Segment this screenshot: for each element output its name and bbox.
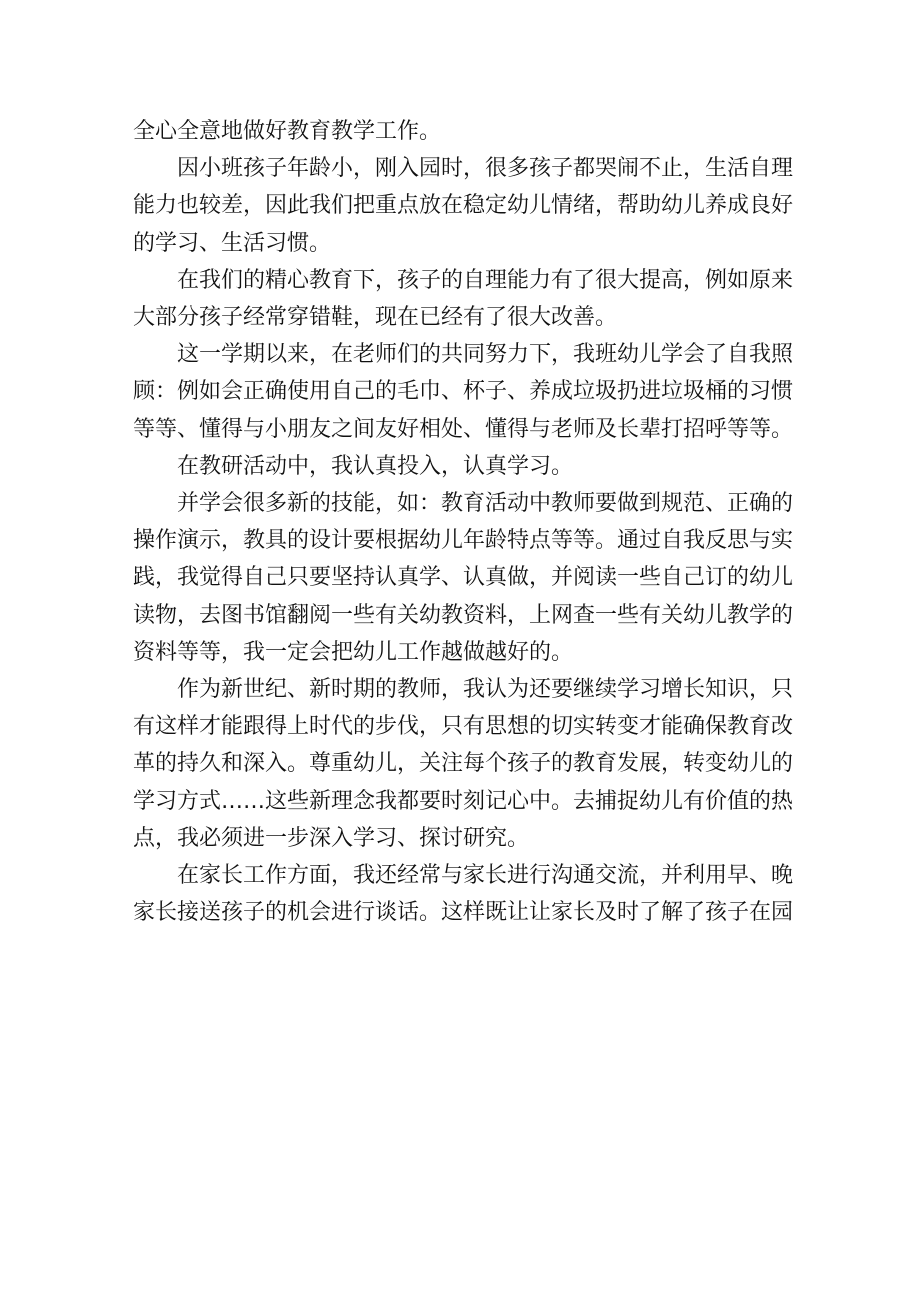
paragraph-3: 在我们的精心教育下，孩子的自理能力有了很大提高，例如原来大部分孩子经常穿错鞋，现在已经有了很大改善。 (133, 267, 794, 331)
paragraph-2: 因小班孩子年龄小，刚入园时，很多孩子都哭闹不止，生活自理能力也较差，因此我们把重点放在稳定幼儿情绪，帮助幼儿养成良好的学习、生活习惯。 (133, 156, 794, 256)
paragraph-6: 并学会很多新的技能，如：教育活动中教师要做到规范、正确的操作演示，教具的设计要根据幼儿年龄特点等等。通过自我反思与实践，我觉得自己只要坚持认真学、认真做，并阅读一些自己订的幼儿读物，去图书馆翻阅一些有关幼教资料，上网查一些有关幼儿教学的资料等等，我一定会把幼儿工作越做越好的。 (133, 491, 794, 665)
document-body (133, 113, 793, 931)
paragraph-8: 在家长工作方面，我还经常与家长进行沟通交流，并利用早、晚家长接送孩子的机会进行谈话。这样既让让家长及时了解了孩子在园 (133, 863, 794, 926)
paragraph-7: 作为新世纪、新时期的教师，我认为还要继续学习增长知识，只有这样才能跟得上时代的步伐，只有思想的切实转变才能确保教育改革的持久和深入。尊重幼儿，关注每个孩子的教育发展，转变幼儿的学习方式……这些新理念我都要时刻记心中。去捕捉幼儿有价值的热点，我必须进一步深入学习、探讨研究。 (133, 677, 794, 851)
paragraph-5: 在教研活动中，我认真投入，认真学习。 (177, 453, 574, 479)
paragraph-1: 全心全意地做好教育教学工作。 (133, 119, 442, 144)
paragraph-4: 这一学期以来，在老师们的共同努力下，我班幼儿学会了自我照顾：例如会正确使用自己的毛巾、杯子、养成垃圾扔进垃圾桶的习惯等等、懂得与小朋友之间友好相处、懂得与老师及长辈打招呼等等。 (133, 342, 794, 442)
